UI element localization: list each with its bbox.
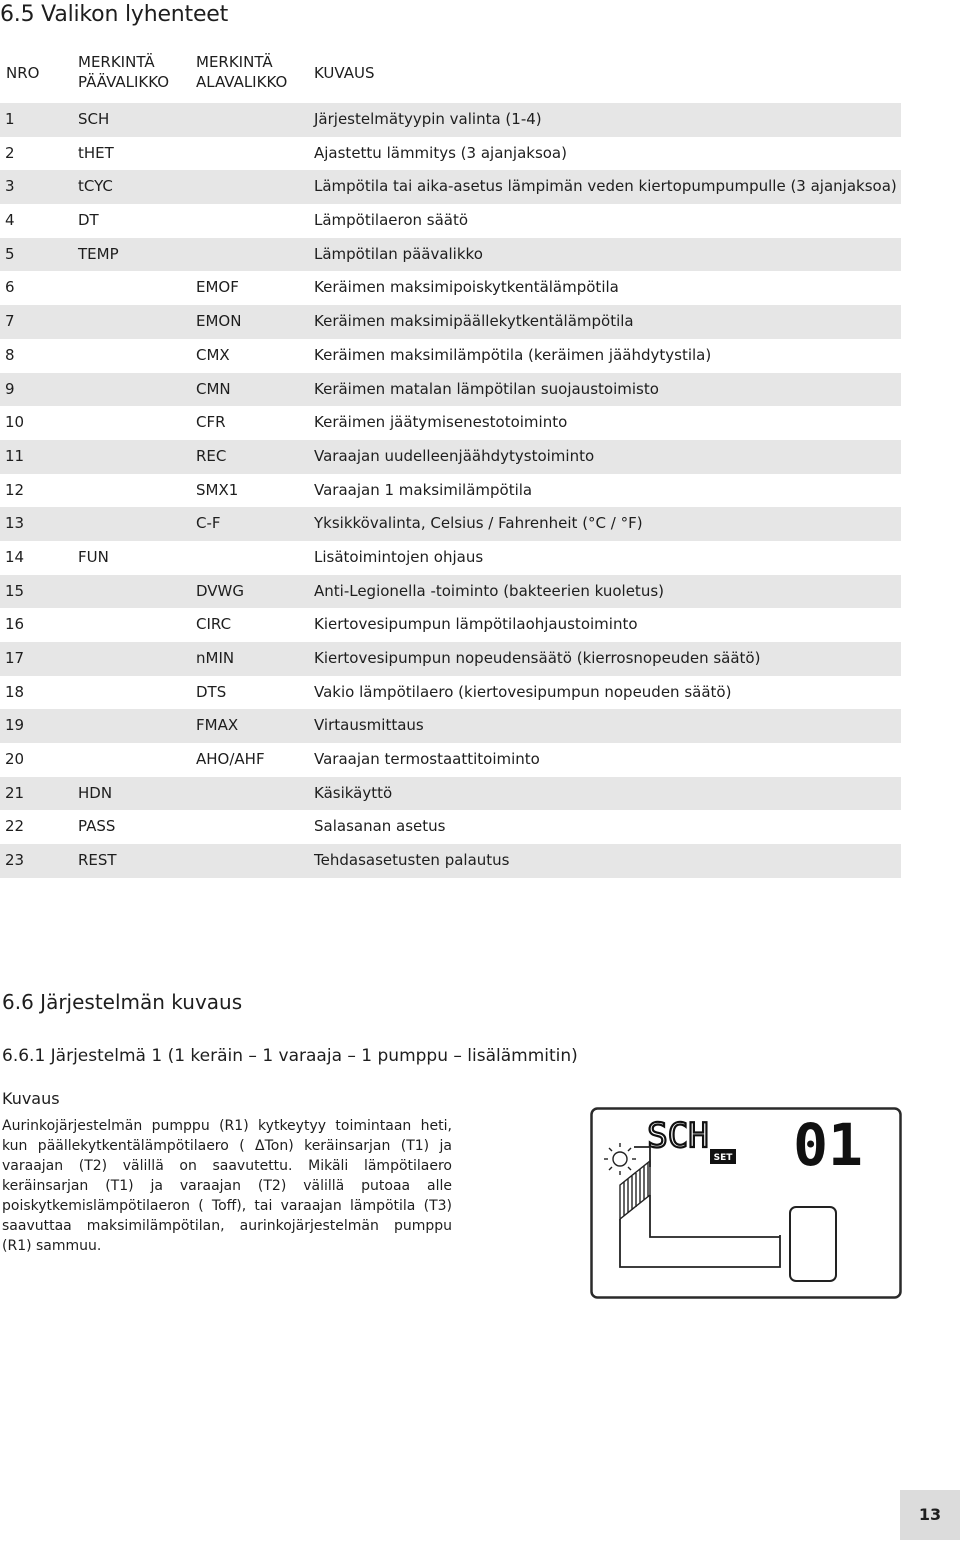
- cell-nro: 15: [5, 581, 25, 600]
- cell-description: Keräimen maksimipoiskytkentälämpötila: [314, 278, 619, 297]
- cell-nro: 17: [5, 649, 25, 667]
- sch-label: [647, 1116, 708, 1156]
- menu-number: [793, 1111, 863, 1179]
- cell-sub-menu: SMX1: [196, 480, 239, 499]
- svg-text:01: 01: [793, 1111, 863, 1179]
- table-row: [0, 844, 901, 878]
- cell-nro: 3: [5, 177, 15, 196]
- cell-sub-menu: REC: [196, 446, 227, 465]
- cell-description: Salasanan asetus: [314, 817, 446, 836]
- table-row: [0, 608, 901, 642]
- cell-description: Varaajan 1 maksimilämpötila: [314, 480, 533, 499]
- cell-sub-menu: EMOF: [196, 278, 239, 297]
- cell-description: Lämpötila tai aika-asetus lämpimän veden kiertopumpumpulle (3 ajanjaksoa): [314, 177, 897, 196]
- cell-nro: 11: [5, 446, 25, 465]
- svg-text:SET: SET: [713, 1153, 733, 1163]
- cell-nro: 7: [5, 312, 15, 331]
- table-row: [0, 507, 901, 541]
- description-heading: Kuvaus: [2, 1089, 60, 1108]
- cell-nro: 10: [5, 413, 25, 432]
- table-row: [0, 204, 901, 238]
- table-header: [0, 43, 901, 103]
- cell-nro: 2: [5, 143, 15, 162]
- section2-title: 6.6 Järjestelmän kuvaus: [2, 990, 243, 1014]
- cell-nro: 22: [5, 817, 25, 836]
- cell-main-menu: FUN: [78, 547, 109, 566]
- storage-tank-icon: [790, 1207, 836, 1281]
- table-row: [0, 709, 901, 743]
- controller-display: [590, 1107, 902, 1303]
- table-row: [0, 575, 901, 609]
- table-row: [0, 406, 901, 440]
- header-nro: NRO: [6, 64, 40, 82]
- cell-sub-menu: CIRC: [196, 615, 232, 634]
- cell-description: Vakio lämpötilaero (kiertovesipumpun nopeuden säätö): [314, 682, 732, 701]
- cell-description: Lämpötilan päävalikko: [314, 244, 483, 263]
- svg-text:SCH: SCH: [647, 1116, 709, 1156]
- lcd-panel: [590, 1107, 902, 1299]
- header-main-menu: [78, 52, 169, 92]
- cell-nro: 8: [5, 345, 15, 364]
- cell-nro: 23: [5, 851, 25, 870]
- cell-description: Virtausmittaus: [314, 716, 424, 735]
- table-body: [0, 103, 901, 878]
- header-main-line1: MERKINTÄ: [78, 53, 155, 71]
- cell-description: Keräimen jäätymisenestotoiminto: [314, 413, 568, 432]
- cell-main-menu: TEMP: [78, 244, 119, 263]
- table-row: [0, 743, 901, 777]
- cell-main-menu: REST: [78, 851, 117, 870]
- cell-description: Varaajan termostaattitoiminto: [314, 750, 540, 769]
- description-text: Aurinkojärjestelmän pumppu (R1) kytkeytyy toimintaan heti, kun päällekytkentälämpötilaero ( ΔTon) keräinsarjan (T1) ja varaajan (T2) välillä on saavutettu. Mikäli lämpötilaero keräinsarjan (T1) ja varaajan (T2) välillä putoaa alle poiskytkemislämpötilaeron ( Toff), tai varaajan lämpötila (T3) saavuttaa maksimilämpötilan, aurinkojärjestelmän pumppu (R1) sammuu.: [2, 1118, 452, 1254]
- table-row: [0, 642, 901, 676]
- cell-sub-menu: CMX: [196, 345, 230, 364]
- page-number-box: [900, 1490, 960, 1540]
- cell-description: Keräimen matalan lämpötilan suojaustoimisto: [314, 379, 659, 398]
- cell-description: Järjestelmätyypin valinta (1-4): [314, 110, 542, 128]
- table-row: [0, 777, 901, 811]
- header-sub-line2: ALAVALIKKO: [196, 73, 288, 91]
- table-row: [0, 541, 901, 575]
- cell-sub-menu: CFR: [196, 413, 226, 432]
- section-title: 6.5 Valikon lyhenteet: [0, 2, 229, 27]
- table-row: [0, 373, 901, 407]
- cell-nro: 19: [5, 716, 25, 735]
- subsection-title: 6.6.1 Järjestelmä 1 (1 keräin – 1 varaaja – 1 pumppu – lisälämmitin): [2, 1046, 578, 1066]
- cell-nro: 1: [5, 110, 15, 128]
- set-badge: [710, 1149, 736, 1164]
- cell-description: Kiertovesipumpun lämpötilaohjaustoiminto: [314, 615, 638, 634]
- page-number: 13: [918, 1505, 942, 1524]
- cell-nro: 5: [5, 244, 15, 263]
- table-row: [0, 339, 901, 373]
- cell-nro: 9: [5, 379, 15, 398]
- cell-description: Tehdasasetusten palautus: [314, 851, 510, 870]
- table-row: [0, 103, 901, 137]
- cell-sub-menu: CMN: [196, 379, 231, 398]
- abbreviation-table: [0, 43, 901, 870]
- cell-description: Käsikäyttö: [314, 783, 393, 802]
- table-row: [0, 676, 901, 710]
- cell-nro: 12: [5, 480, 25, 499]
- cell-description: Yksikkövalinta, Celsius / Fahrenheit (°C / °F): [314, 514, 643, 533]
- cell-sub-menu: C-F: [196, 514, 221, 533]
- cell-nro: 16: [5, 615, 25, 634]
- cell-nro: 21: [5, 783, 25, 802]
- table-row: [0, 440, 901, 474]
- cell-description: Varaajan uudelleenjäähdytystoiminto: [314, 446, 595, 465]
- header-sub-menu: [196, 52, 287, 92]
- cell-nro: 4: [5, 211, 15, 230]
- table-row: [0, 810, 901, 844]
- cell-main-menu: tCYC: [78, 177, 113, 196]
- cell-nro: 13: [5, 514, 25, 533]
- cell-sub-menu: nMIN: [196, 649, 235, 667]
- cell-main-menu: DT: [78, 211, 99, 230]
- cell-main-menu: PASS: [78, 817, 116, 836]
- cell-sub-menu: DVWG: [196, 581, 245, 600]
- header-main-line2: PÄÄVALIKKO: [78, 73, 170, 91]
- cell-main-menu: tHET: [78, 143, 114, 162]
- cell-nro: 14: [5, 547, 25, 566]
- cell-main-menu: HDN: [78, 783, 113, 802]
- cell-description: Ajastettu lämmitys (3 ajanjaksoa): [314, 143, 567, 162]
- cell-nro: 18: [5, 682, 25, 701]
- table-row: [0, 474, 901, 508]
- table-row: [0, 137, 901, 171]
- cell-nro: 6: [5, 278, 15, 297]
- cell-description: Anti-Legionella -toiminto (bakteerien kuoletus): [314, 581, 664, 600]
- cell-sub-menu: AHO/AHF: [196, 750, 265, 769]
- cell-description: Keräimen maksimilämpötila (keräimen jäähdytystila): [314, 345, 712, 364]
- header-description: KUVAUS: [314, 64, 375, 82]
- cell-description: Lisätoimintojen ohjaus: [314, 547, 484, 566]
- cell-description: Kiertovesipumpun nopeudensäätö (kierrosnopeuden säätö): [314, 649, 761, 667]
- table-row: [0, 170, 901, 204]
- cell-description: Lämpötilaeron säätö: [314, 211, 469, 230]
- cell-description: Keräimen maksimipäällekytkentälämpötila: [314, 312, 634, 331]
- cell-sub-menu: EMON: [196, 312, 242, 331]
- cell-sub-menu: FMAX: [196, 716, 239, 735]
- table-row: [0, 271, 901, 305]
- table-row: [0, 238, 901, 272]
- header-sub-line1: MERKINTÄ: [196, 53, 273, 71]
- cell-main-menu: SCH: [78, 110, 110, 128]
- cell-sub-menu: DTS: [196, 682, 227, 701]
- cell-nro: 20: [5, 750, 25, 769]
- table-row: [0, 305, 901, 339]
